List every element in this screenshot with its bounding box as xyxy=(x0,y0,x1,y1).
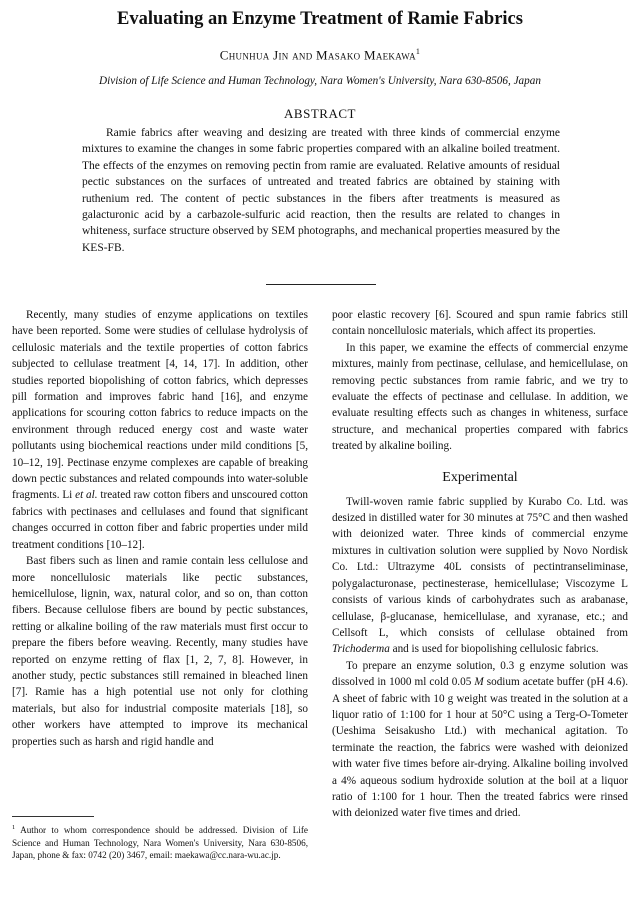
affiliation: Division of Life Science and Human Technology, Nara Women's University, Nara 630-8506, Japan xyxy=(99,75,541,87)
author-footnote-marker: 1 xyxy=(415,47,421,56)
intro-paragraph-2: Bast fibers such as linen and ramie contain less cellulose and more noncellulosic materials like pectic substances, hemicellulose, lignin, wax, natural color, and so on, than cotton fibers. Because cellulose fibers are bound by pectic substances, retting or alkaline boiling of the raw materials must first occur to prepare the fibers before weaving. Recently, many studies have reported on enzyme retting of flax [1, 2, 7, 8]. However, in another study, pectic substances still remained in bleached linen [7]. Ramie has a high potential use not only for clothing materials, but also for industrial composite materials [18], so other workers have attempted to improve its mechanical properties such as harsh and rigid handle and xyxy=(12,555,308,748)
paper-title: Evaluating an Enzyme Treatment of Ramie Fabrics xyxy=(117,9,523,29)
footnote-marker: 1 xyxy=(12,824,16,831)
footnote-divider xyxy=(12,816,94,817)
intro-paragraph-1 xyxy=(12,307,308,553)
exp-p1-part-b: and is used for biopolishing cellulosic fabrics. xyxy=(392,643,599,656)
author-names: Chunhua Jin and Masako Maekawa xyxy=(219,47,416,63)
exp-p1-part-a: Twill-woven ramie fabric supplied by Kurabo Co. Ltd. was desized in distilled water for 30 minutes at 75°C and then washed with deionized water. Three kinds of commercial enzyme mixtures in cultivation solution were supplied by Novo Nordisk Co. Ltd.: Ultrazyme 40L consists of pectintranseliminase, polygalacturonase, pectinesterase, hemicellulase; Viscozyme L consists of various kinds of carbohydrates such as arabanase, cellulase, β-glucanase, hemicellulase, and xyranase, etc.; and Cellsoft L, which consists of cellulase obtained from xyxy=(332,495,628,639)
intro-paragraph-4: In this paper, we examine the effects of commercial enzyme mixtures, mainly from pectinase, cellulase, and hemicellulase, on removing pectic substances from ramie fabric, and we try to evaluate the effects of pectinase and cellulase. In addition, we evaluate resulting effects such as changes in whiteness, surface structure, and mechanical properties compared with fabrics treated by alkaline boiling. xyxy=(332,341,628,453)
intro-p1-part-a: Recently, many studies of enzyme applications on textiles have been reported. Some were studies of cellulase hydrolysis of cellulosic materials and the textile properties of cotton fabrics subjected to cellulase treatment [4, 14, 17]. In addition, other studies reported biopolishing of cotton fabrics, which depresses pill formation and improves fabric hand [16], and enzyme applications for scouring cotton fabrics to reduce impacts on the environment through reduced energy cost and waste water pollutants using biochemical reactions under mild conditions [5, 10–12, 19]. Pectinase enzyme complexes are capable of breaking down pectic substances and related compounds into water-soluble fragments. Li xyxy=(12,309,308,502)
abstract-text: Ramie fabrics after weaving and desizing are treated with three kinds of commercial enzyme mixtures to examine the changes in some fabric properties compared with an alkaline boiled treatment. The effects of the enzymes on removing pectin from ramie are evaluated. Relative amounts of residual pectic substances on the surfaces of untreated and treated fabrics are obtained by staining with ruthenium red. The content of pectic substances in the fibers after treatments is measured as galacturonic acid by a carbazole-sulfuric acid reaction, then the results are related to changes in whiteness, surface structure observed by SEM photographs, and mechanical properties measured by the KES-FB. xyxy=(82,127,560,254)
section-heading-experimental: Experimental xyxy=(442,469,518,485)
footnote xyxy=(12,822,308,862)
intro-paragraph-3: poor elastic recovery [6]. Scoured and spun ramie fabrics still contain noncellulosic materials, which affect its properties. xyxy=(332,309,628,338)
abstract-body-2: photographs, and mechanical properties measured by the xyxy=(298,225,560,238)
exp-p2-part-b: sodium acetate buffer (pH 4.6). A sheet of fabric with 10 g weight was treated in the solution at a liquor ratio of 1:100 for 1 hour at 50°C using a Terg-O-Tometer (Ueshima Seisakusho Ltd.) with mechanical agitation. To terminate the reaction, the fabrics were washed with deionized with water five times before air-drying. Alkaline boiling involved a 4% aqueous sodium hydroxide solution at the boil at a liquor ratio of 1:100 for 1 hour. Then the treated fabrics were rinsed with deionized water five times and dried. xyxy=(332,676,628,820)
exp-p2-part-a: To prepare an enzyme solution, 0.3 g enzyme solution was dissolved in 1000 ml cold 0.05 xyxy=(332,659,628,689)
experimental-paragraph-1 xyxy=(332,494,628,658)
abstract-divider xyxy=(266,284,376,285)
trichoderma-italic: Trichoderma xyxy=(332,643,390,656)
et-al-italic: et al. xyxy=(75,489,98,502)
right-column xyxy=(332,307,628,895)
abstract-heading: ABSTRACT xyxy=(284,106,356,121)
footnote-text: Author to whom correspondence should be addressed. Division of Life Science and Human Technology, Nara Women's University, Nara 630-8506, Japan, phone & fax: 0742 (20) 3467, email: maekawa@cc.nara-wu.ac.jp. xyxy=(12,825,308,861)
intro-p1-part-b: treated raw cotton fibers and unscoured cotton fabrics with pectinases and cellulases and found that significant changes occurred in cotton fiber and fabric properties under mild treatment conditions [10–12]. xyxy=(12,489,308,551)
experimental-paragraph-2 xyxy=(332,658,628,822)
molar-italic: M xyxy=(474,676,484,689)
author-line xyxy=(0,44,640,63)
abstract-kesfb-term: KES-FB xyxy=(82,241,122,254)
left-column xyxy=(12,307,308,895)
abstract-body: Ramie fabrics after weaving and desizing are treated with three kinds of commercial enzyme mixtures to examine the changes in some fabric properties compared with an alkaline boiled treatment. The effects of the enzymes on removing pectin from ramie are evaluated. Relative amounts of residual pectic substances on the surfaces of untreated and treated fabrics are obtained by staining with ruthenium red. The content of pectic substances in the fibers after treatments is measured as galacturonic acid by a carbazole-sulfuric acid reaction, then the results are related to changes in whiteness, surface structure observed by xyxy=(82,127,560,238)
abstract-sem-term: SEM xyxy=(271,225,296,238)
